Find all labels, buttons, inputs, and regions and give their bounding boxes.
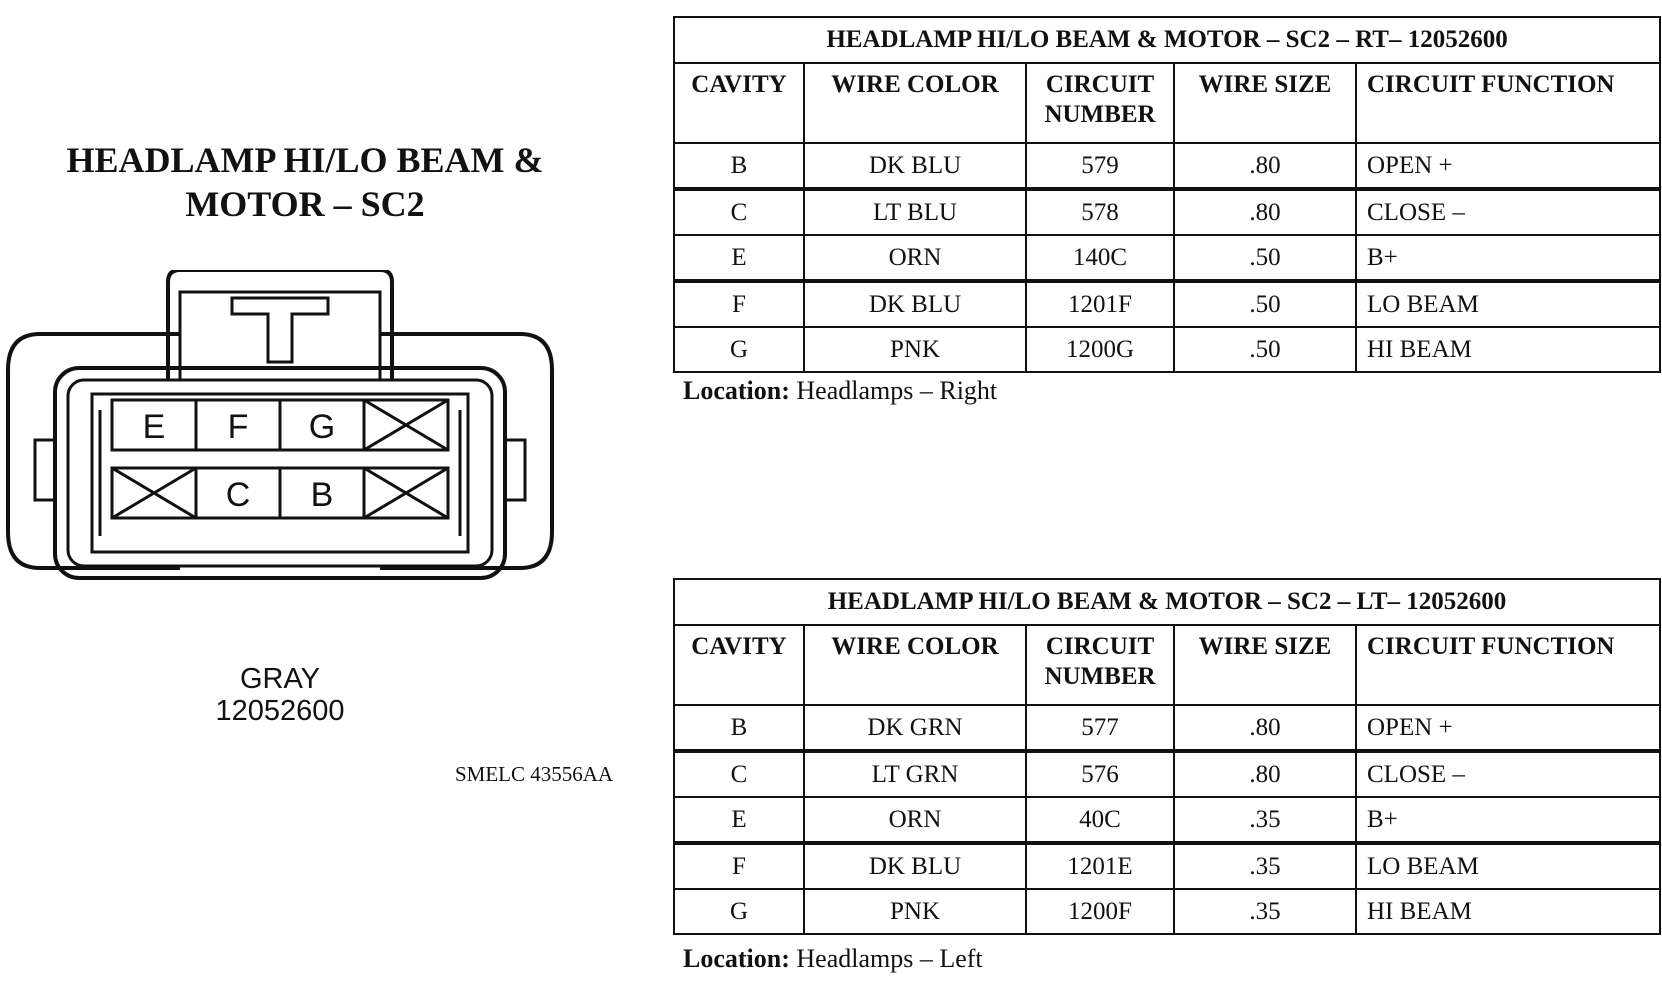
cell-wire-size: .35: [1174, 797, 1356, 843]
connector-face-diagram: [0, 270, 560, 630]
location-left: [683, 944, 983, 974]
table-row: [674, 797, 1660, 843]
cell-wire-size: .80: [1174, 189, 1356, 235]
cell-wire-color: LT BLU: [804, 189, 1026, 235]
cell-circuit-function: OPEN +: [1356, 143, 1660, 189]
cell-circuit-number: 40C: [1026, 797, 1174, 843]
location-label: Location:: [683, 376, 790, 405]
cell-wire-size: .50: [1174, 281, 1356, 327]
cavity-f-label: F: [227, 408, 249, 446]
cell-circuit-function: OPEN +: [1356, 705, 1660, 751]
cell-circuit-number: 578: [1026, 189, 1174, 235]
cell-circuit-number: 577: [1026, 705, 1174, 751]
cell-circuit-number: 1200F: [1026, 889, 1174, 934]
cell-cavity: E: [674, 797, 804, 843]
cell-wire-size: .50: [1174, 327, 1356, 372]
cell-circuit-function: CLOSE –: [1356, 751, 1660, 797]
table-row: [674, 843, 1660, 889]
location-right: [683, 376, 997, 406]
cavity-b-label: B: [310, 476, 334, 514]
col-header-wire-color: WIRE COLOR: [804, 625, 1026, 705]
cell-cavity: F: [674, 843, 804, 889]
col-header-wire-color: WIRE COLOR: [804, 63, 1026, 143]
table-row: [674, 143, 1660, 189]
cell-wire-size: .50: [1174, 235, 1356, 281]
cell-wire-color: DK BLU: [804, 143, 1026, 189]
col-header-circuit-function: CIRCUIT FUNCTION: [1356, 63, 1660, 143]
cavity-e-label: E: [142, 408, 166, 446]
table-row: [674, 327, 1660, 372]
title-line-1: HEADLAMP HI/LO BEAM &: [66, 140, 544, 180]
cell-circuit-number: 1201E: [1026, 843, 1174, 889]
location-value: Headlamps – Left: [796, 944, 983, 973]
cell-circuit-function: LO BEAM: [1356, 843, 1660, 889]
cell-wire-size: .80: [1174, 143, 1356, 189]
cell-circuit-function: B+: [1356, 235, 1660, 281]
cell-wire-color: PNK: [804, 889, 1026, 934]
cell-circuit-function: HI BEAM: [1356, 889, 1660, 934]
connector-part-number: 12052600: [215, 695, 345, 727]
pinout-table-left: [673, 578, 1661, 935]
cell-cavity: G: [674, 889, 804, 934]
cell-cavity: B: [674, 705, 804, 751]
table-caption: HEADLAMP HI/LO BEAM & MOTOR – SC2 – LT– 12052600: [674, 579, 1660, 625]
col-header-circuit-function: CIRCUIT FUNCTION: [1356, 625, 1660, 705]
cell-wire-color: PNK: [804, 327, 1026, 372]
cell-cavity: C: [674, 189, 804, 235]
table-row: [674, 189, 1660, 235]
cell-circuit-function: LO BEAM: [1356, 281, 1660, 327]
cell-wire-size: .80: [1174, 705, 1356, 751]
col-header-circuit-number: CIRCUIT NUMBER: [1026, 63, 1174, 143]
col-header-wire-size: WIRE SIZE: [1174, 625, 1356, 705]
cell-cavity: G: [674, 327, 804, 372]
cavity-c-label: C: [225, 476, 251, 514]
table-row: [674, 235, 1660, 281]
cell-wire-size: .35: [1174, 843, 1356, 889]
cell-circuit-function: CLOSE –: [1356, 189, 1660, 235]
table-row: [674, 281, 1660, 327]
location-value: Headlamps – Right: [796, 376, 998, 405]
title-line-2: MOTOR – SC2: [185, 184, 425, 224]
cell-wire-color: LT GRN: [804, 751, 1026, 797]
figure-reference: SMELC 43556AA: [455, 762, 614, 786]
cell-circuit-number: 140C: [1026, 235, 1174, 281]
col-header-cavity: CAVITY: [674, 63, 804, 143]
cell-cavity: C: [674, 751, 804, 797]
cell-wire-color: ORN: [804, 235, 1026, 281]
cell-wire-color: ORN: [804, 797, 1026, 843]
cell-wire-color: DK GRN: [804, 705, 1026, 751]
diagram-title: [20, 138, 590, 226]
col-header-cavity: CAVITY: [674, 625, 804, 705]
cell-circuit-number: 1200G: [1026, 327, 1174, 372]
cell-circuit-function: B+: [1356, 797, 1660, 843]
table-row: [674, 751, 1660, 797]
table-row: [674, 889, 1660, 934]
cell-wire-color: DK BLU: [804, 281, 1026, 327]
cell-cavity: E: [674, 235, 804, 281]
cell-cavity: B: [674, 143, 804, 189]
cell-wire-color: DK BLU: [804, 843, 1026, 889]
location-label: Location:: [683, 944, 790, 973]
col-header-wire-size: WIRE SIZE: [1174, 63, 1356, 143]
connector-color: GRAY: [239, 663, 321, 695]
pinout-table-right: [673, 16, 1661, 373]
cell-circuit-number: 576: [1026, 751, 1174, 797]
cell-circuit-number: 1201F: [1026, 281, 1174, 327]
cell-circuit-function: HI BEAM: [1356, 327, 1660, 372]
table-caption: HEADLAMP HI/LO BEAM & MOTOR – SC2 – RT– 12052600: [674, 17, 1660, 63]
cell-wire-size: .80: [1174, 751, 1356, 797]
cell-cavity: F: [674, 281, 804, 327]
cell-wire-size: .35: [1174, 889, 1356, 934]
col-header-circuit-number: CIRCUIT NUMBER: [1026, 625, 1174, 705]
cavity-g-label: G: [308, 408, 336, 446]
cell-circuit-number: 579: [1026, 143, 1174, 189]
table-row: [674, 705, 1660, 751]
